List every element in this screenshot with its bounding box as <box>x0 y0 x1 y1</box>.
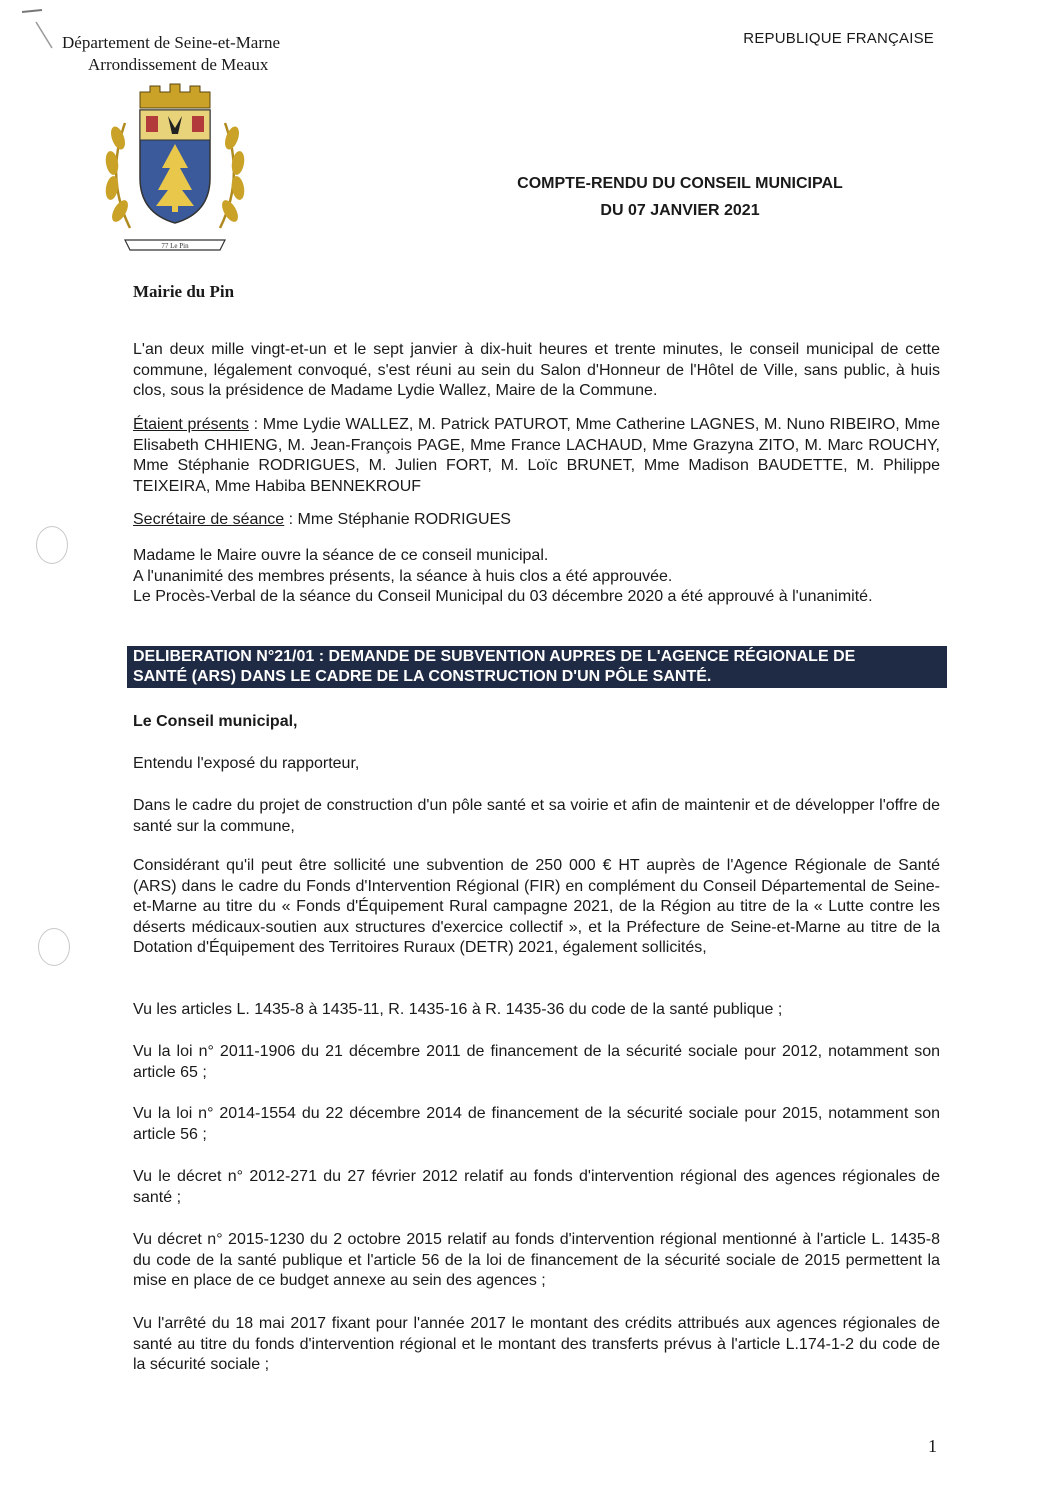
council-paragraph-4: Vu les articles L. 1435-8 à 1435-11, R. 1435-16 à R. 1435-36 du code de la santé publique ; <box>133 1001 783 1018</box>
council-paragraph-1: Entendu l'exposé du rapporteur, <box>133 755 360 772</box>
department-name: Département de Seine-et-Marne <box>62 33 281 52</box>
council-paragraph-9: Vu l'arrêté du 18 mai 2017 fixant pour l'année 2017 le montant des crédits attribués aux agences régionales de santé au titre du fonds d'intervention régional et le montant des transferts prévus à l'article L.174-1-2 du code de la sécurité sociale ; <box>133 1315 940 1373</box>
attendees-paragraph <box>133 415 940 497</box>
opening-line-3: Le Procès-Verbal de la séance du Conseil Municipal du 03 décembre 2020 a été approuvé à l'unanimité. <box>133 588 873 605</box>
opening-paragraph <box>133 546 940 608</box>
page-number: 1 <box>928 1436 937 1456</box>
title-line-2: DU 07 JANVIER 2021 <box>600 202 760 219</box>
scan-mark <box>22 8 62 68</box>
secretary-label: Secrétaire de séance <box>133 511 285 528</box>
intro-paragraph: L'an deux mille vingt-et-un et le sept janvier à dix-huit heures et trente minutes, le conseil municipal de cette commune, légalement convoqué, s'est réuni au sein du Salon d'Honneur de l'Hôtel de Ville, sans public, à huis clos, sous la présidence de Madame Lydie Wallez, Maire de la Commune. <box>133 341 940 399</box>
council-paragraph-3: Considérant qu'il peut être sollicité une subvention de 250 000 € HT auprès de l'Agence Régionale de Santé (ARS) dans le cadre du Fonds d'Intervention Régional (FIR) en complément du Conseil Départemental de Seine-et-Marne au titre du « Fonds d'Équipement Rural campagne 2021, de la Région au titre de la « Lutte contre les déserts médicaux-soutien aux structures d'exercice collectif », et la Préfecture de Seine-et-Marne au titre de la Dotation d'Équipement des Territoires Ruraux (DETR) 2021, également sollicités, <box>133 857 940 956</box>
council-heading: Le Conseil municipal, <box>133 713 298 730</box>
deliberation-line-2: SANTÉ (ARS) DANS LE CADRE DE LA CONSTRUCTION D'UN PÔLE SANTÉ. <box>133 668 712 685</box>
secretary-name: : Mme Stéphanie RODRIGUES <box>284 511 511 528</box>
document-title <box>440 170 920 224</box>
punch-hole <box>36 526 68 564</box>
attendees-label: Étaient présents <box>133 416 249 433</box>
republique-label: REPUBLIQUE FRANÇAISE <box>743 30 934 47</box>
council-paragraph-6: Vu la loi n° 2014-1554 du 22 décembre 2014 de financement de la sécurité sociale pour 2015, notamment son article 56 ; <box>133 1105 940 1143</box>
council-paragraph-2: Dans le cadre du projet de construction d'un pôle santé et sa voirie et afin de maintenir et de développer l'offre de santé sur la commune, <box>133 797 940 835</box>
coat-of-arms-logo <box>100 78 250 263</box>
deliberation-line-1: DELIBERATION N°21/01 : DEMANDE DE SUBVENTION AUPRES DE L'AGENCE RÉGIONALE DE <box>133 648 856 665</box>
punch-hole <box>38 928 70 966</box>
mairie-name: Mairie du Pin <box>133 282 235 301</box>
council-paragraph-8: Vu décret n° 2015-1230 du 2 octobre 2015 relatif au fonds d'intervention régional mentionné à l'article L. 1435-8 du code de la santé publique et l'article 56 de la loi de financement de la sécurité sociale de 2015 permettent la mise en place de ce budget annexe au sein des agences ; <box>133 1231 940 1289</box>
crest-motto: 77 Le Pin <box>161 242 189 250</box>
secretary-paragraph <box>133 510 940 531</box>
opening-line-1: Madame le Maire ouvre la séance de ce conseil municipal. <box>133 547 549 564</box>
attendees-list: : Mme Lydie WALLEZ, M. Patrick PATUROT, Mme Catherine LAGNES, M. Nuno RIBEIRO, Mme Elisabeth CHHIENG, M. Jean-François PAGE, Mme France LACHAUD, Mme Grazyna ZITO, M. Marc ROUCHY, Mme Stéphanie RODRIGUES, M. Julien FORT, M. Loïc BRUNET, Mme Madison BAUDETTE, M. Philippe TEIXEIRA, Mme Habiba BENNEKROUF <box>133 416 941 495</box>
opening-line-2: A l'unanimité des membres présents, la séance à huis clos a été approuvée. <box>133 567 673 585</box>
arrondissement-name: Arrondissement de Meaux <box>88 55 269 74</box>
council-paragraph-5: Vu la loi n° 2011-1906 du 21 décembre 2011 de financement de la sécurité sociale pour 2012, notamment son article 65 ; <box>133 1043 940 1081</box>
council-paragraph-7: Vu le décret n° 2012-271 du 27 février 2012 relatif au fonds d'intervention régional des agences régionales de santé ; <box>133 1168 940 1206</box>
deliberation-banner <box>127 646 947 688</box>
department-header <box>62 32 362 76</box>
title-line-1: COMPTE-RENDU DU CONSEIL MUNICIPAL <box>517 175 843 192</box>
